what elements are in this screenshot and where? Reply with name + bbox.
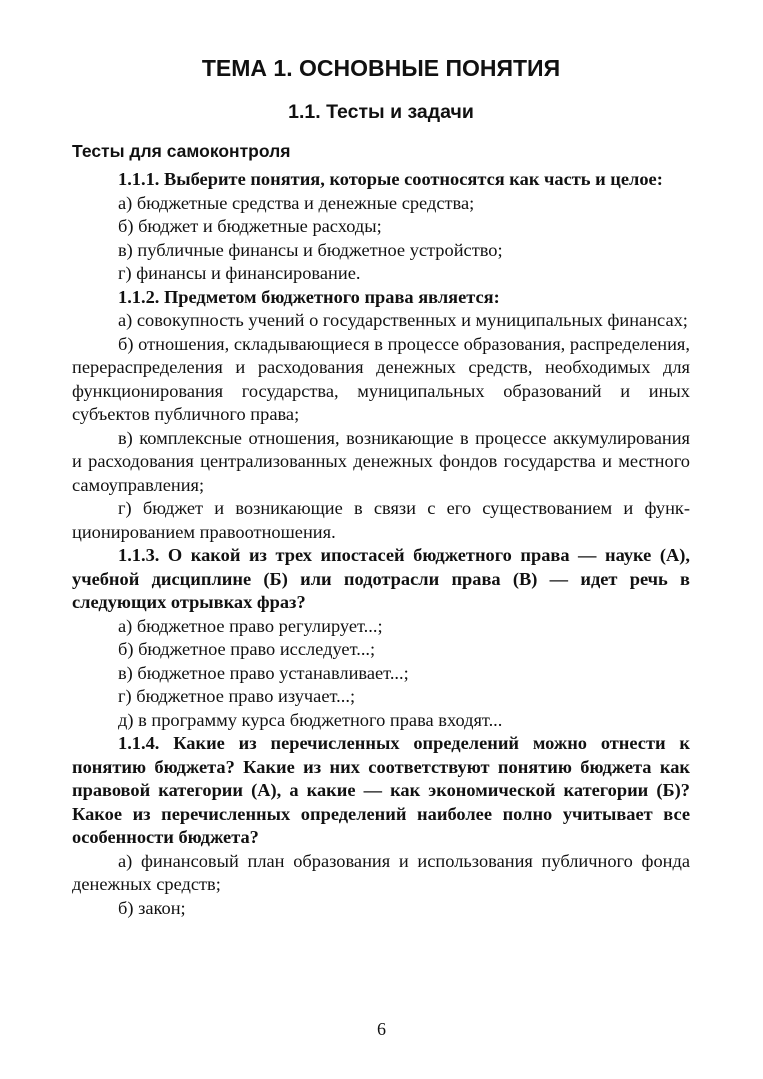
question-prompt: 1.1.4. Какие из перечисленных определений можно отнести к понятию бюджета? Какие из них соответствуют понятию бюджета как правовой категории (А), а какие — как экономической категории (Б)? Какое из перечисленных определений наиболее полно учитывает все особенности бюджета? (72, 733, 690, 847)
answer-option: а) финансовый план образования и использования публичного фонда денежных средств; (72, 850, 690, 894)
page-number: 6 (377, 1019, 386, 1039)
question-prompt: 1.1.2. Предметом бюджетного права является: (118, 286, 500, 307)
answer-option: г) финансы и финансирование. (118, 263, 361, 283)
answer-option: г) бюджет и возникающие в связи с его существованием и функционированием правоотношения. (72, 498, 690, 542)
answer-option: в) бюджетное право устанавливает...; (118, 662, 409, 683)
chapter-title: ТЕМА 1. ОСНОВНЫЕ ПОНЯТИЯ (201, 55, 561, 81)
answer-option: б) отношения, складывающиеся в процессе образования, распределения, перераспределения и расходования денежных средств, необходимых для функционирования государства, муниципальных образований и иных субъектов публичного права; (72, 333, 690, 424)
question-prompt: 1.1.3. О какой из трех ипостасей бюджетного права — науке (А), учебной дисциплине (Б) или подотрасли права (В) — идет речь в следующих отрывках фраз? (72, 545, 690, 612)
answer-option: в) комплексные отношения, возникающие в процессе аккумулирования и расходования централизованных денежных фондов государства и местного самоуправления; (72, 427, 690, 495)
answer-option: а) бюджетные средства и денежные средства; (118, 192, 475, 213)
answer-option: в) публичные финансы и бюджетное устройство; (118, 239, 503, 260)
answer-option: б) бюджет и бюджетные расходы; (118, 216, 382, 236)
answer-option: д) в программу курса бюджетного права входят... (118, 709, 503, 730)
answer-option: а) совокупность учений о государственных и муниципальных финансах; (118, 310, 688, 330)
answer-option: б) бюджетное право исследует...; (118, 639, 376, 659)
answer-option: а) бюджетное право регулирует...; (118, 615, 383, 636)
subsection-title: Тесты для самоконтроля (72, 141, 291, 161)
question-prompt: 1.1.1. Выберите понятия, которые соотносятся как часть и целое: (118, 169, 663, 189)
document-page (72, 54, 690, 920)
answer-option: б) закон; (118, 897, 186, 918)
section-title: 1.1. Тесты и задачи (288, 101, 474, 123)
answer-option: г) бюджетное право изучает...; (118, 686, 356, 706)
